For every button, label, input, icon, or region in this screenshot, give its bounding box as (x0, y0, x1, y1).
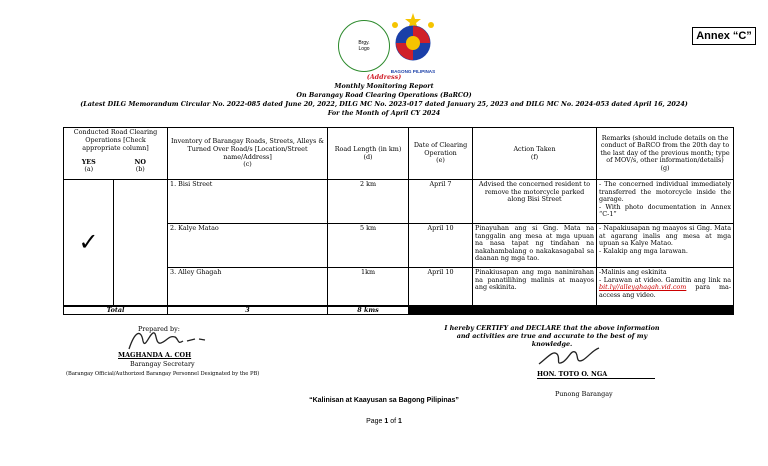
header-remarks: Remarks (should include details on the conduct of BaRCO from the 20th day to the last day of the previous month; type of MOV/s, other information/details) (g) (597, 128, 734, 180)
preparer-name: MAGHANDA A. COH (118, 351, 192, 359)
remarks: - The concerned individual immediately transferred the motorcycle inside the garage. - With photo documentation in Annex “C-1” (597, 180, 734, 224)
remarks: -Malinis ang eskinita - Larawan at video. Gamitin ang link na bit.ly//alleyghagah.vid.com para ma-access ang video. (597, 268, 734, 306)
preparer-note: (Barangay Official/Authorized Barangay Personnel Designated by the PB) (66, 371, 260, 377)
header-conducted: Conducted Road Clearing Operations [Check appropriate column] (64, 128, 168, 154)
clearing-date: April 10 (409, 224, 473, 268)
certification-statement: I hereby CERTIFY and DECLARE that the above information and activities are true and accurate to the best of my knowledge. (444, 324, 660, 348)
total-row (64, 306, 734, 315)
punong-barangay-signature-icon (535, 344, 605, 370)
total-blank (409, 306, 734, 315)
circulars-line: (Latest DILG Memorandum Circular No. 2022-085 dated June 20, 2022, DILG MC No. 2023-017 dated January 25, 2023 and DILG MC No. 2024-053 dated April 16, 2024) (80, 100, 688, 108)
clearing-date: April 7 (409, 180, 473, 224)
total-label: Total (64, 306, 168, 315)
slogan: “Kalinisan at Kaayusan sa Bagong Pilipinas” (309, 397, 459, 404)
prepared-by-label: Prepared by: (138, 325, 180, 333)
header-length: Road Length (in km) (d) (328, 128, 409, 180)
preparer-title: Barangay Secretary (130, 360, 195, 368)
punong-barangay-name: HON. TOTO O. NGA (537, 370, 655, 379)
total-roads: 3 (168, 306, 328, 315)
no-cell (114, 180, 168, 306)
period-line: For the Month of April CY 2024 (327, 109, 441, 117)
page-number: Page 1 of 1 (366, 418, 402, 425)
bagong-pilipinas-label: BAGONG PILIPINAS (390, 69, 436, 74)
bagong-pilipinas-logo (389, 13, 437, 73)
road-name: 2. Kalye Matao (168, 224, 328, 268)
action-taken: Advised the concerned resident to remove the motorcycle parked along Bisi Street (473, 180, 597, 224)
action-taken: Pinayuhan ang si Gng. Mata na tanggalin ang mesa at mga upuan na nasa tapat ng tindahan na nakahambalang o nakakasagabal sa daanan ng mga tao. (473, 224, 597, 268)
road-length: 2 km (328, 180, 409, 224)
video-link[interactable]: bit.ly//alleyghagah.vid.com (599, 283, 687, 292)
table-row (64, 180, 734, 224)
road-name: 3. Alley Ghagah (168, 268, 328, 306)
report-subtitle: On Barangay Road Clearing Operations (BaRCO) (296, 91, 472, 99)
header-inventory: Inventory of Barangay Roads, Streets, Alleys & Turned Over Road/s [Location/Street name/Address] (c) (168, 128, 328, 180)
total-length: 8 kms (328, 306, 409, 315)
header-no: NO (b) (114, 154, 168, 180)
road-length: 5 km (328, 224, 409, 268)
road-name: 1. Bisi Street (168, 180, 328, 224)
barangay-logo-placeholder: Brgy. Logo (338, 20, 390, 72)
road-length: 1km (328, 268, 409, 306)
action-taken: Pinakiusapan ang mga naninirahan na panatilihing malinis at maayos ang eskinita. (473, 268, 597, 306)
yes-checkmark-icon: ✓ (64, 180, 114, 306)
monitoring-table (63, 127, 734, 315)
address-line: (Address) (366, 73, 402, 81)
header-date: Date of Clearing Operation (e) (409, 128, 473, 180)
annex-label: Annex “C” (692, 27, 756, 45)
header-yes: YES (a) (64, 154, 114, 180)
report-title: Monthly Monitoring Report (334, 82, 434, 90)
header-action: Action Taken (f) (473, 128, 597, 180)
remarks: - Napakiusapan ng maayos si Gng. Mata at agarang inalis ang mesa at mga upuan sa Kalye Matao. - Kalakip ang mga larawan. (597, 224, 734, 268)
clearing-date: April 10 (409, 268, 473, 306)
punong-barangay-title: Punong Barangay (555, 390, 613, 398)
bagong-pilipinas-emblem-icon (389, 13, 437, 65)
preparer-signature-icon (125, 327, 215, 353)
